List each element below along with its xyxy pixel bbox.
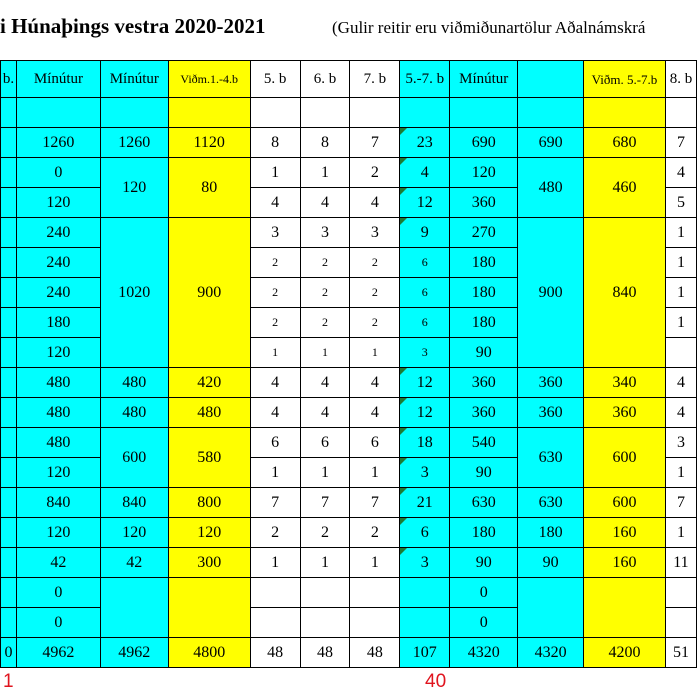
cell[interactable]: 4 — [665, 158, 696, 188]
cell[interactable]: 18 — [400, 428, 450, 458]
cell[interactable]: 4 — [300, 398, 350, 428]
cell[interactable]: 0 — [16, 578, 100, 608]
cell[interactable] — [584, 98, 666, 128]
cell[interactable]: 2 — [250, 248, 300, 278]
cell[interactable]: 270 — [450, 218, 518, 248]
cell[interactable] — [400, 578, 450, 608]
cell[interactable]: 480 — [100, 398, 168, 428]
cell[interactable]: 7 — [665, 128, 696, 158]
cell[interactable]: 1 — [250, 548, 300, 578]
header-cell[interactable]: Viðm.1.-4.b — [168, 61, 250, 98]
cell[interactable]: 1 — [665, 278, 696, 308]
cell[interactable]: 900 — [168, 218, 250, 368]
cell[interactable]: 180 — [450, 278, 518, 308]
cell[interactable]: 8 — [300, 128, 350, 158]
cell[interactable] — [100, 98, 168, 128]
cell[interactable]: 80 — [168, 158, 250, 218]
table-row — [1, 428, 697, 458]
cell[interactable] — [1, 308, 17, 338]
cell[interactable]: 2 — [300, 278, 350, 308]
cell[interactable]: 1 — [665, 248, 696, 278]
cell[interactable]: 4200 — [584, 638, 666, 668]
cell[interactable] — [168, 98, 250, 128]
cell[interactable]: 120 — [16, 458, 100, 488]
cell[interactable]: 600 — [584, 428, 666, 488]
cell[interactable]: 12 — [400, 398, 450, 428]
header-cell[interactable]: 7. b — [350, 61, 400, 98]
cell[interactable]: 7 — [350, 128, 400, 158]
header-cell[interactable]: Viðm. 5.-7.b — [584, 61, 666, 98]
table-row — [1, 158, 697, 188]
cell[interactable]: 7 — [665, 488, 696, 518]
cell[interactable]: 8 — [250, 128, 300, 158]
cell[interactable]: 600 — [584, 488, 666, 518]
cell[interactable]: 240 — [16, 248, 100, 278]
cell[interactable]: 21 — [400, 488, 450, 518]
cell[interactable]: 4320 — [518, 638, 584, 668]
header-cell[interactable]: 5. b — [250, 61, 300, 98]
cell[interactable]: 2 — [350, 518, 400, 548]
cell[interactable]: 4962 — [16, 638, 100, 668]
cell[interactable]: 107 — [400, 638, 450, 668]
cell[interactable]: 180 — [450, 518, 518, 548]
header-cell[interactable]: b. — [1, 61, 17, 98]
cell[interactable] — [250, 98, 300, 128]
cell[interactable]: 120 — [168, 518, 250, 548]
cell[interactable] — [400, 608, 450, 638]
cell[interactable] — [300, 608, 350, 638]
cell[interactable] — [1, 218, 17, 248]
cell[interactable]: 580 — [168, 428, 250, 488]
cell[interactable]: 120 — [16, 188, 100, 218]
cell[interactable] — [1, 518, 17, 548]
cell[interactable] — [665, 608, 696, 638]
cell[interactable]: 120 — [100, 158, 168, 218]
cell[interactable]: 6 — [400, 518, 450, 548]
cell[interactable]: 240 — [16, 278, 100, 308]
cell[interactable]: 480 — [16, 428, 100, 458]
header-cell[interactable]: 8. b — [665, 61, 696, 98]
cell[interactable]: 7 — [250, 488, 300, 518]
header-cell[interactable]: Mínútur — [16, 61, 100, 98]
cell[interactable]: 1120 — [168, 128, 250, 158]
cell[interactable] — [1, 158, 17, 188]
cell[interactable] — [1, 278, 17, 308]
cell[interactable]: 460 — [584, 158, 666, 218]
cell[interactable] — [1, 188, 17, 218]
cell[interactable]: 300 — [168, 548, 250, 578]
cell[interactable]: 630 — [450, 488, 518, 518]
cell[interactable] — [1, 98, 17, 128]
cell[interactable] — [300, 98, 350, 128]
cell[interactable]: 0 — [450, 578, 518, 608]
cell[interactable] — [250, 608, 300, 638]
cell[interactable] — [1, 428, 17, 458]
cell[interactable]: 2 — [350, 248, 400, 278]
cell[interactable]: 3 — [400, 458, 450, 488]
cell[interactable] — [350, 98, 400, 128]
cell[interactable]: 180 — [450, 308, 518, 338]
cell[interactable] — [665, 98, 696, 128]
cell[interactable]: 800 — [168, 488, 250, 518]
cell[interactable]: 2 — [300, 518, 350, 548]
cell[interactable]: 42 — [100, 548, 168, 578]
title-bar — [0, 0, 697, 60]
cell[interactable] — [665, 578, 696, 608]
cell[interactable] — [1, 338, 17, 368]
cell[interactable]: 6 — [400, 278, 450, 308]
cell[interactable]: 1260 — [16, 128, 100, 158]
cell[interactable] — [1, 578, 17, 608]
table-row — [1, 578, 697, 608]
cell[interactable]: 42 — [16, 548, 100, 578]
cell[interactable]: 48 — [350, 638, 400, 668]
cell[interactable]: 630 — [518, 428, 584, 488]
cell[interactable]: 1 — [300, 458, 350, 488]
cell[interactable]: 48 — [300, 638, 350, 668]
cell[interactable]: 3 — [350, 218, 400, 248]
cell[interactable]: 4 — [350, 398, 400, 428]
cell[interactable]: 1 — [250, 158, 300, 188]
cell[interactable]: 11 — [665, 548, 696, 578]
cell[interactable]: 0 — [16, 158, 100, 188]
cell[interactable]: 420 — [168, 368, 250, 398]
cell[interactable]: 4 — [350, 368, 400, 398]
cell[interactable]: 12 — [400, 188, 450, 218]
cell[interactable]: 680 — [584, 128, 666, 158]
cell[interactable]: 4 — [250, 188, 300, 218]
cell[interactable] — [1, 128, 17, 158]
cell[interactable] — [1, 248, 17, 278]
cell[interactable]: 4 — [300, 188, 350, 218]
cell[interactable]: 180 — [450, 248, 518, 278]
table-row — [1, 488, 697, 518]
cell[interactable] — [1, 458, 17, 488]
cell[interactable]: 120 — [16, 518, 100, 548]
cell[interactable]: 2 — [350, 308, 400, 338]
cell[interactable]: 690 — [450, 128, 518, 158]
cell[interactable]: 6 — [400, 308, 450, 338]
cell[interactable]: 4 — [300, 368, 350, 398]
sheet-note: (Gulir reitir eru viðmiðunartölur Aðalnámskrá — [332, 18, 646, 37]
cell[interactable] — [350, 608, 400, 638]
cell[interactable]: 840 — [100, 488, 168, 518]
cell[interactable]: 120 — [16, 338, 100, 368]
cell[interactable]: 4320 — [450, 638, 518, 668]
cell[interactable]: 900 — [518, 218, 584, 368]
cell[interactable]: 7 — [350, 488, 400, 518]
table-row — [1, 398, 697, 428]
cell[interactable] — [350, 578, 400, 608]
cell[interactable] — [1, 368, 17, 398]
cell[interactable]: 1 — [665, 458, 696, 488]
cell[interactable] — [400, 98, 450, 128]
cell[interactable]: 6 — [400, 248, 450, 278]
cell[interactable]: 2 — [250, 308, 300, 338]
cell[interactable]: 1 — [350, 548, 400, 578]
header-row — [1, 61, 697, 98]
cell[interactable]: 1 — [300, 158, 350, 188]
cell[interactable]: 360 — [450, 368, 518, 398]
cell[interactable]: 4962 — [100, 638, 168, 668]
cell[interactable]: 6 — [250, 428, 300, 458]
cell[interactable]: 600 — [100, 428, 168, 488]
cell[interactable] — [250, 578, 300, 608]
cell[interactable]: 840 — [16, 488, 100, 518]
cell[interactable]: 2 — [350, 278, 400, 308]
cell[interactable]: 120 — [450, 158, 518, 188]
cell[interactable]: 1260 — [100, 128, 168, 158]
cell[interactable]: 160 — [584, 518, 666, 548]
cell[interactable] — [450, 98, 518, 128]
cell[interactable]: 90 — [450, 458, 518, 488]
cell[interactable]: 0 — [450, 608, 518, 638]
cell[interactable]: 240 — [16, 218, 100, 248]
cell[interactable] — [518, 578, 584, 638]
cell[interactable]: 9 — [400, 218, 450, 248]
sheet-title: i Húnaþings vestra 2020-2021 — [0, 14, 266, 38]
cell[interactable]: 1020 — [100, 218, 168, 368]
cell[interactable]: 1 — [350, 458, 400, 488]
cell[interactable]: 160 — [584, 548, 666, 578]
cell[interactable]: 48 — [250, 638, 300, 668]
cell[interactable]: 23 — [400, 128, 450, 158]
cell[interactable]: 1 — [250, 458, 300, 488]
cell[interactable]: 480 — [168, 398, 250, 428]
cell[interactable] — [518, 98, 584, 128]
cell[interactable]: 4 — [250, 398, 300, 428]
header-cell[interactable]: Mínútur — [100, 61, 168, 98]
cell[interactable] — [665, 338, 696, 368]
cell[interactable]: 2 — [300, 308, 350, 338]
cell[interactable]: 3 — [400, 338, 450, 368]
cell[interactable]: 540 — [450, 428, 518, 458]
cell[interactable] — [1, 608, 17, 638]
cell[interactable]: 2 — [250, 518, 300, 548]
cell[interactable]: 480 — [16, 368, 100, 398]
cell[interactable]: 1 — [300, 548, 350, 578]
cell[interactable]: 120 — [100, 518, 168, 548]
spacer-row — [1, 98, 697, 128]
cell[interactable]: 1 — [665, 518, 696, 548]
cell[interactable]: 3 — [400, 548, 450, 578]
cell[interactable]: 1 — [300, 338, 350, 368]
cell[interactable]: 90 — [518, 548, 584, 578]
cell[interactable]: 1 — [665, 218, 696, 248]
cell[interactable]: 180 — [16, 308, 100, 338]
cell[interactable]: 4 — [250, 368, 300, 398]
cell[interactable] — [1, 548, 17, 578]
footer-count-left: 1 — [3, 671, 14, 692]
table-row — [1, 128, 697, 158]
cell[interactable] — [16, 98, 100, 128]
cell[interactable] — [300, 578, 350, 608]
cell[interactable]: 360 — [518, 398, 584, 428]
cell[interactable]: 12 — [400, 368, 450, 398]
cell[interactable]: 840 — [584, 218, 666, 368]
table-row — [1, 518, 697, 548]
cell[interactable]: 7 — [300, 488, 350, 518]
cell[interactable]: 0 — [1, 638, 17, 668]
table-row — [1, 218, 697, 248]
cell[interactable]: 480 — [518, 158, 584, 218]
footer-count-mid: 40 — [425, 671, 447, 692]
cell[interactable]: 3 — [665, 428, 696, 458]
header-cell[interactable]: 5.-7. b — [400, 61, 450, 98]
cell[interactable]: 180 — [518, 518, 584, 548]
cell[interactable]: 360 — [518, 368, 584, 398]
cell[interactable]: 340 — [584, 368, 666, 398]
cell[interactable]: 3 — [300, 218, 350, 248]
cell[interactable]: 6 — [300, 428, 350, 458]
cell[interactable]: 480 — [100, 368, 168, 398]
header-cell[interactable] — [518, 61, 584, 98]
table-row — [1, 548, 697, 578]
header-cell[interactable]: Mínútur — [450, 61, 518, 98]
cell[interactable]: 630 — [518, 488, 584, 518]
cell[interactable] — [100, 578, 168, 638]
cell[interactable]: 360 — [450, 188, 518, 218]
cell[interactable]: 51 — [665, 638, 696, 668]
cell[interactable]: 90 — [450, 338, 518, 368]
cell[interactable]: 2 — [300, 248, 350, 278]
cell[interactable]: 1 — [665, 308, 696, 338]
cell[interactable]: 2 — [350, 158, 400, 188]
cell[interactable] — [584, 578, 666, 638]
cell[interactable]: 3 — [250, 218, 300, 248]
cell[interactable]: 4 — [665, 398, 696, 428]
total-row — [1, 638, 697, 668]
header-cell[interactable]: 6. b — [300, 61, 350, 98]
cell[interactable]: 690 — [518, 128, 584, 158]
cell[interactable]: 360 — [450, 398, 518, 428]
cell[interactable]: 4 — [350, 188, 400, 218]
cell[interactable] — [1, 488, 17, 518]
cell[interactable]: 4800 — [168, 638, 250, 668]
cell[interactable]: 5 — [665, 188, 696, 218]
cell[interactable]: 1 — [350, 338, 400, 368]
cell[interactable]: 360 — [584, 398, 666, 428]
cell[interactable]: 1 — [250, 338, 300, 368]
timetable-grid — [0, 60, 697, 668]
cell[interactable] — [168, 578, 250, 638]
table-row — [1, 368, 697, 398]
cell[interactable]: 90 — [450, 548, 518, 578]
cell[interactable]: 4 — [400, 158, 450, 188]
cell[interactable]: 2 — [250, 278, 300, 308]
cell[interactable]: 4 — [665, 368, 696, 398]
cell[interactable] — [1, 398, 17, 428]
cell[interactable]: 6 — [350, 428, 400, 458]
cell[interactable]: 0 — [16, 608, 100, 638]
cell[interactable]: 480 — [16, 398, 100, 428]
